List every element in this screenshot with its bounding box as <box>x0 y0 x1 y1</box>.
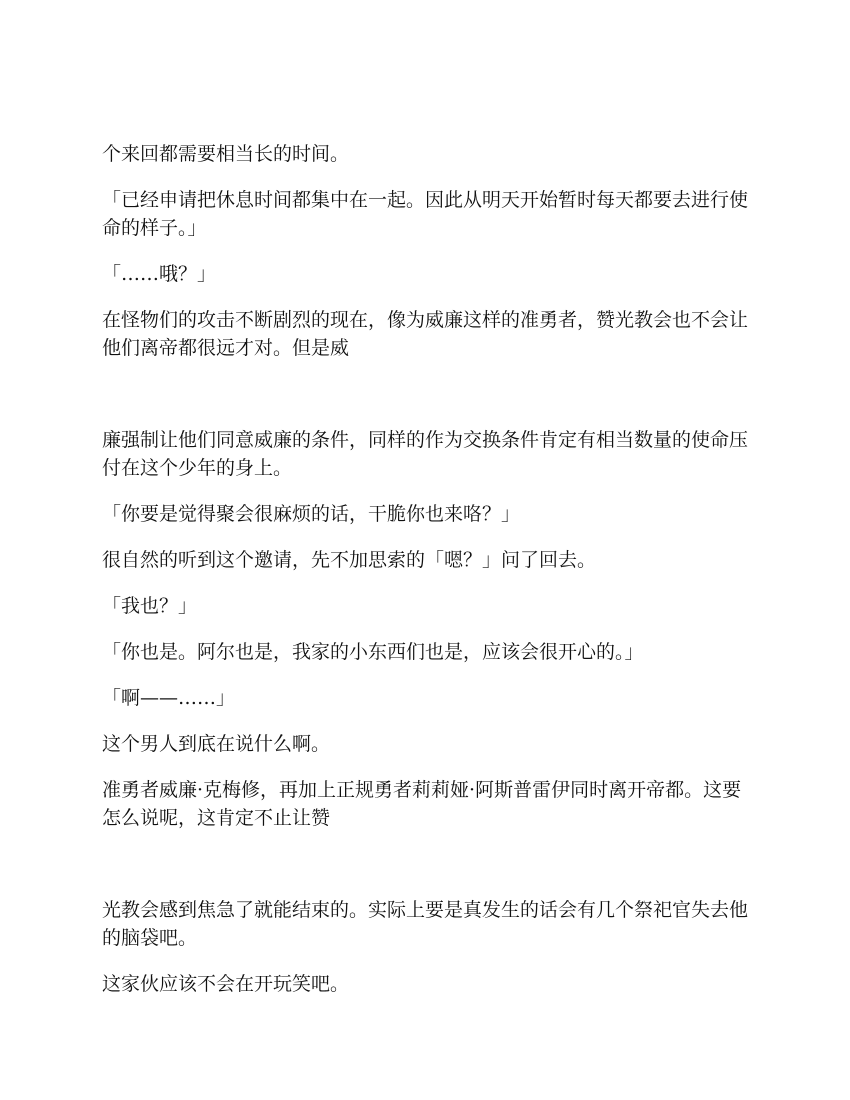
paragraph: 这个男人到底在说什么啊。 <box>102 733 331 755</box>
paragraph: 个来回都需要相当长的时间。 <box>102 143 350 165</box>
paragraph: 「我也？」 <box>102 595 198 617</box>
section-break <box>102 362 752 408</box>
paragraph: 光教会感到焦急了就能结束的。实际上要是真发生的话会有几个祭祀官失去他的脑袋吧。 <box>102 899 749 949</box>
paragraph: 这家伙应该不会在开玩笑吧。 <box>102 973 350 995</box>
paragraph: 「啊——……」 <box>102 687 236 709</box>
paragraph: 「已经申请把休息时间都集中在一起。因此从明天开始暂时每天都要去进行使命的样子。」 <box>102 189 749 239</box>
paragraph: 「你也是。阿尔也是，我家的小东西们也是，应该会很开心的。」 <box>102 641 644 663</box>
paragraph: 「……哦？」 <box>102 263 217 285</box>
document-page <box>102 140 752 1016</box>
paragraph: 「你要是觉得聚会很麻烦的话，干脆你也来咯？」 <box>102 503 521 525</box>
paragraph: 在怪物们的攻击不断剧烈的现在，像为威廉这样的准勇者，赞光教会也不会让他们离帝都很远才对。但是威 <box>102 309 749 359</box>
paragraph: 准勇者威廉·克梅修，再加上正规勇者莉莉娅·阿斯普雷伊同时离开帝都。这要怎么说呢，这肯定不止让赞 <box>102 779 742 829</box>
section-break <box>102 832 752 878</box>
paragraph: 廉强制让他们同意威廉的条件，同样的作为交换条件肯定有相当数量的使命压付在这个少年的身上。 <box>102 429 749 479</box>
paragraph: 很自然的听到这个邀请，先不加思索的「嗯？」问了回去。 <box>102 549 597 571</box>
